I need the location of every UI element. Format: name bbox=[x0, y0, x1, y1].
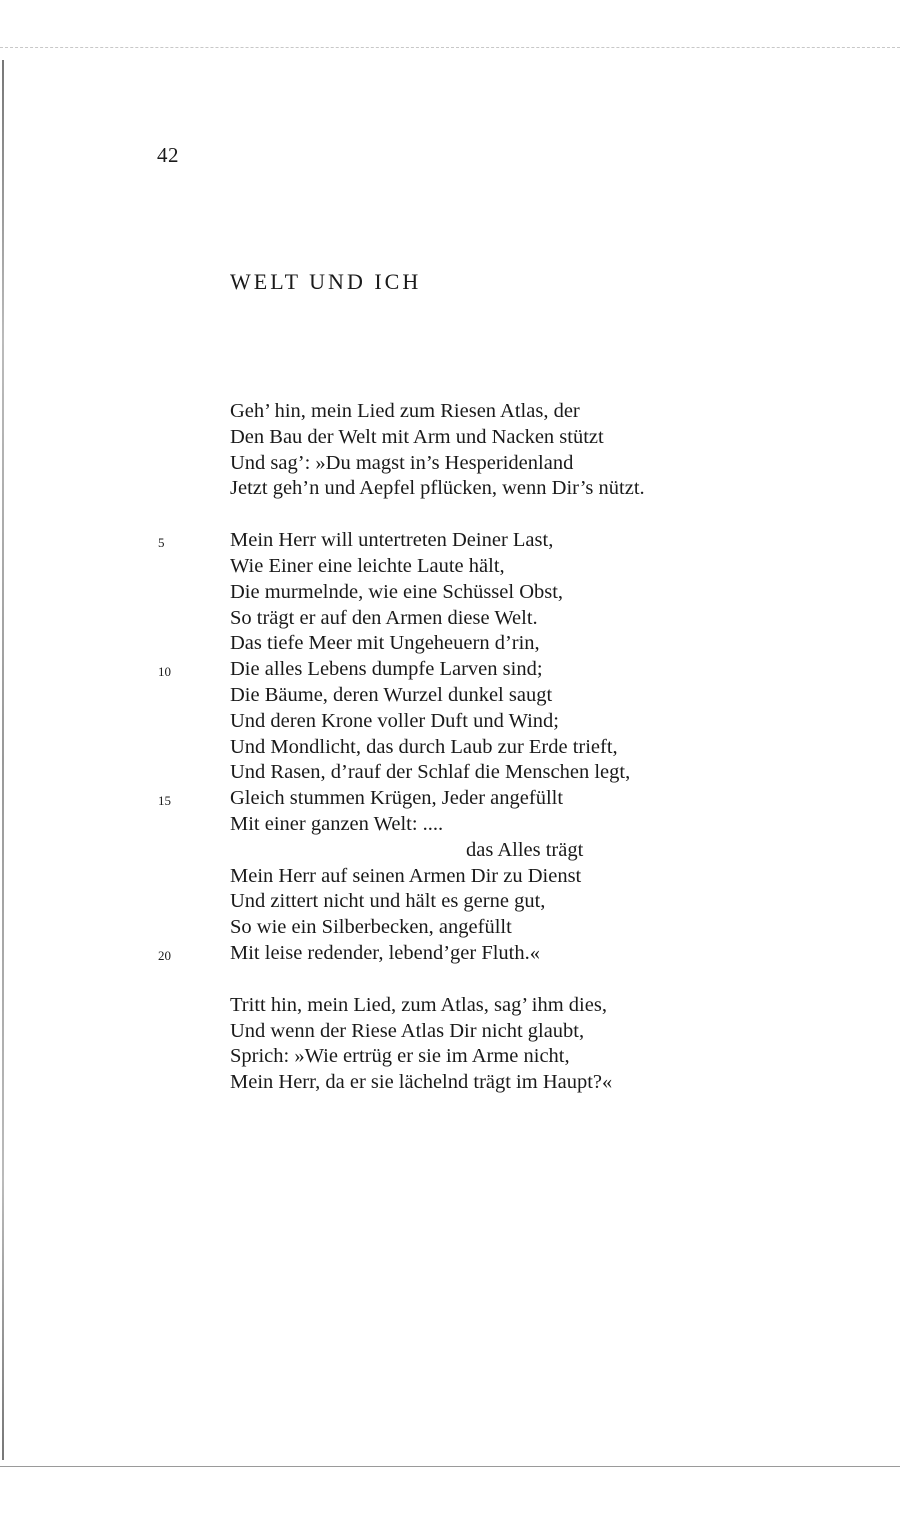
poem-line bbox=[0, 735, 900, 761]
poem-line bbox=[0, 554, 900, 580]
poem-line bbox=[0, 812, 900, 838]
poem-line bbox=[0, 993, 900, 1019]
poem-line bbox=[0, 580, 900, 606]
poem-line bbox=[0, 915, 900, 941]
poem-line-text: Mein Herr auf seinen Armen Dir zu Dienst bbox=[230, 864, 582, 887]
poem-line bbox=[0, 657, 900, 683]
page-number: 42 bbox=[157, 143, 179, 167]
poem-line bbox=[0, 864, 900, 890]
poem-body bbox=[0, 399, 900, 1096]
poem-line-text: Gleich stummen Krügen, Jeder angefüllt bbox=[230, 787, 564, 810]
poem-line bbox=[0, 451, 900, 477]
poem-line bbox=[0, 683, 900, 709]
poem-line bbox=[0, 1044, 900, 1070]
poem-line-text: Das tiefe Meer mit Ungeheuern d’rin, bbox=[230, 632, 540, 655]
poem-line bbox=[0, 838, 900, 864]
poem-line-text: Sprich: »Wie ertrüg er sie im Arme nicht, bbox=[230, 1045, 570, 1068]
poem-line bbox=[0, 476, 900, 502]
poem-line bbox=[0, 425, 900, 451]
scan-edge-bottom bbox=[0, 1466, 900, 1467]
poem-title: WELT UND ICH bbox=[230, 269, 422, 294]
poem-line bbox=[0, 760, 900, 786]
poem-line bbox=[0, 528, 900, 554]
poem-line-text: Wie Einer eine leichte Laute hält, bbox=[230, 554, 505, 577]
poem-line-text: Und zittert nicht und hält es gerne gut, bbox=[230, 890, 546, 913]
poem-line bbox=[0, 1019, 900, 1045]
poem-line bbox=[0, 709, 900, 735]
poem-line-text: Die Bäume, deren Wurzel dunkel saugt bbox=[230, 683, 553, 706]
poem-line-text: Und sag’: »Du magst in’s Hesperidenland bbox=[230, 451, 574, 474]
poem-line bbox=[0, 786, 900, 812]
stanza-gap bbox=[0, 967, 900, 993]
poem-line-text: Jetzt geh’n und Aepfel pflücken, wenn Dir’s nützt. bbox=[230, 477, 645, 500]
poem-line-text: Und Rasen, d’rauf der Schlaf die Menschen legt, bbox=[230, 761, 631, 784]
scan-edge-top bbox=[0, 47, 900, 48]
poem-line-text: Geh’ hin, mein Lied zum Riesen Atlas, der bbox=[230, 400, 580, 422]
poem-line-text: Und Mondlicht, das durch Laub zur Erde trieft, bbox=[230, 735, 618, 758]
poem-line-text: das Alles trägt bbox=[466, 838, 584, 861]
poem-line-text: Mein Herr will untertreten Deiner Last, bbox=[230, 529, 554, 552]
line-number: 20 bbox=[158, 947, 171, 963]
poem-line bbox=[0, 941, 900, 967]
poem-line bbox=[0, 631, 900, 657]
poem-line-text: Mit leise redender, lebend’ger Fluth.« bbox=[230, 941, 541, 964]
poem-line bbox=[0, 399, 900, 425]
poem-line bbox=[0, 889, 900, 915]
poem-line-text: Die murmelnde, wie eine Schüssel Obst, bbox=[230, 580, 564, 603]
poem-line-text: Mit einer ganzen Welt: .... bbox=[230, 812, 444, 835]
line-number: 5 bbox=[158, 535, 165, 551]
line-number: 15 bbox=[158, 793, 171, 809]
poem-line-text: Die alles Lebens dumpfe Larven sind; bbox=[230, 658, 543, 681]
poem-line bbox=[0, 1070, 900, 1096]
poem-line-text: Und wenn der Riese Atlas Dir nicht glaubt, bbox=[230, 1019, 585, 1042]
poem-line-text: So wie ein Silberbecken, angefüllt bbox=[230, 916, 512, 939]
poem-line-text: Tritt hin, mein Lied, zum Atlas, sag’ ihm dies, bbox=[230, 993, 607, 1016]
line-number: 10 bbox=[158, 664, 171, 680]
poem-line-text: Den Bau der Welt mit Arm und Nacken stützt bbox=[230, 425, 604, 448]
stanza-gap bbox=[0, 502, 900, 528]
poem-line-text: Und deren Krone voller Duft und Wind; bbox=[230, 709, 560, 732]
poem-line-text: So trägt er auf den Armen diese Welt. bbox=[230, 606, 538, 629]
poem-line-text: Mein Herr, da er sie lächelnd trägt im Haupt?« bbox=[230, 1071, 613, 1094]
poem-line bbox=[0, 606, 900, 632]
